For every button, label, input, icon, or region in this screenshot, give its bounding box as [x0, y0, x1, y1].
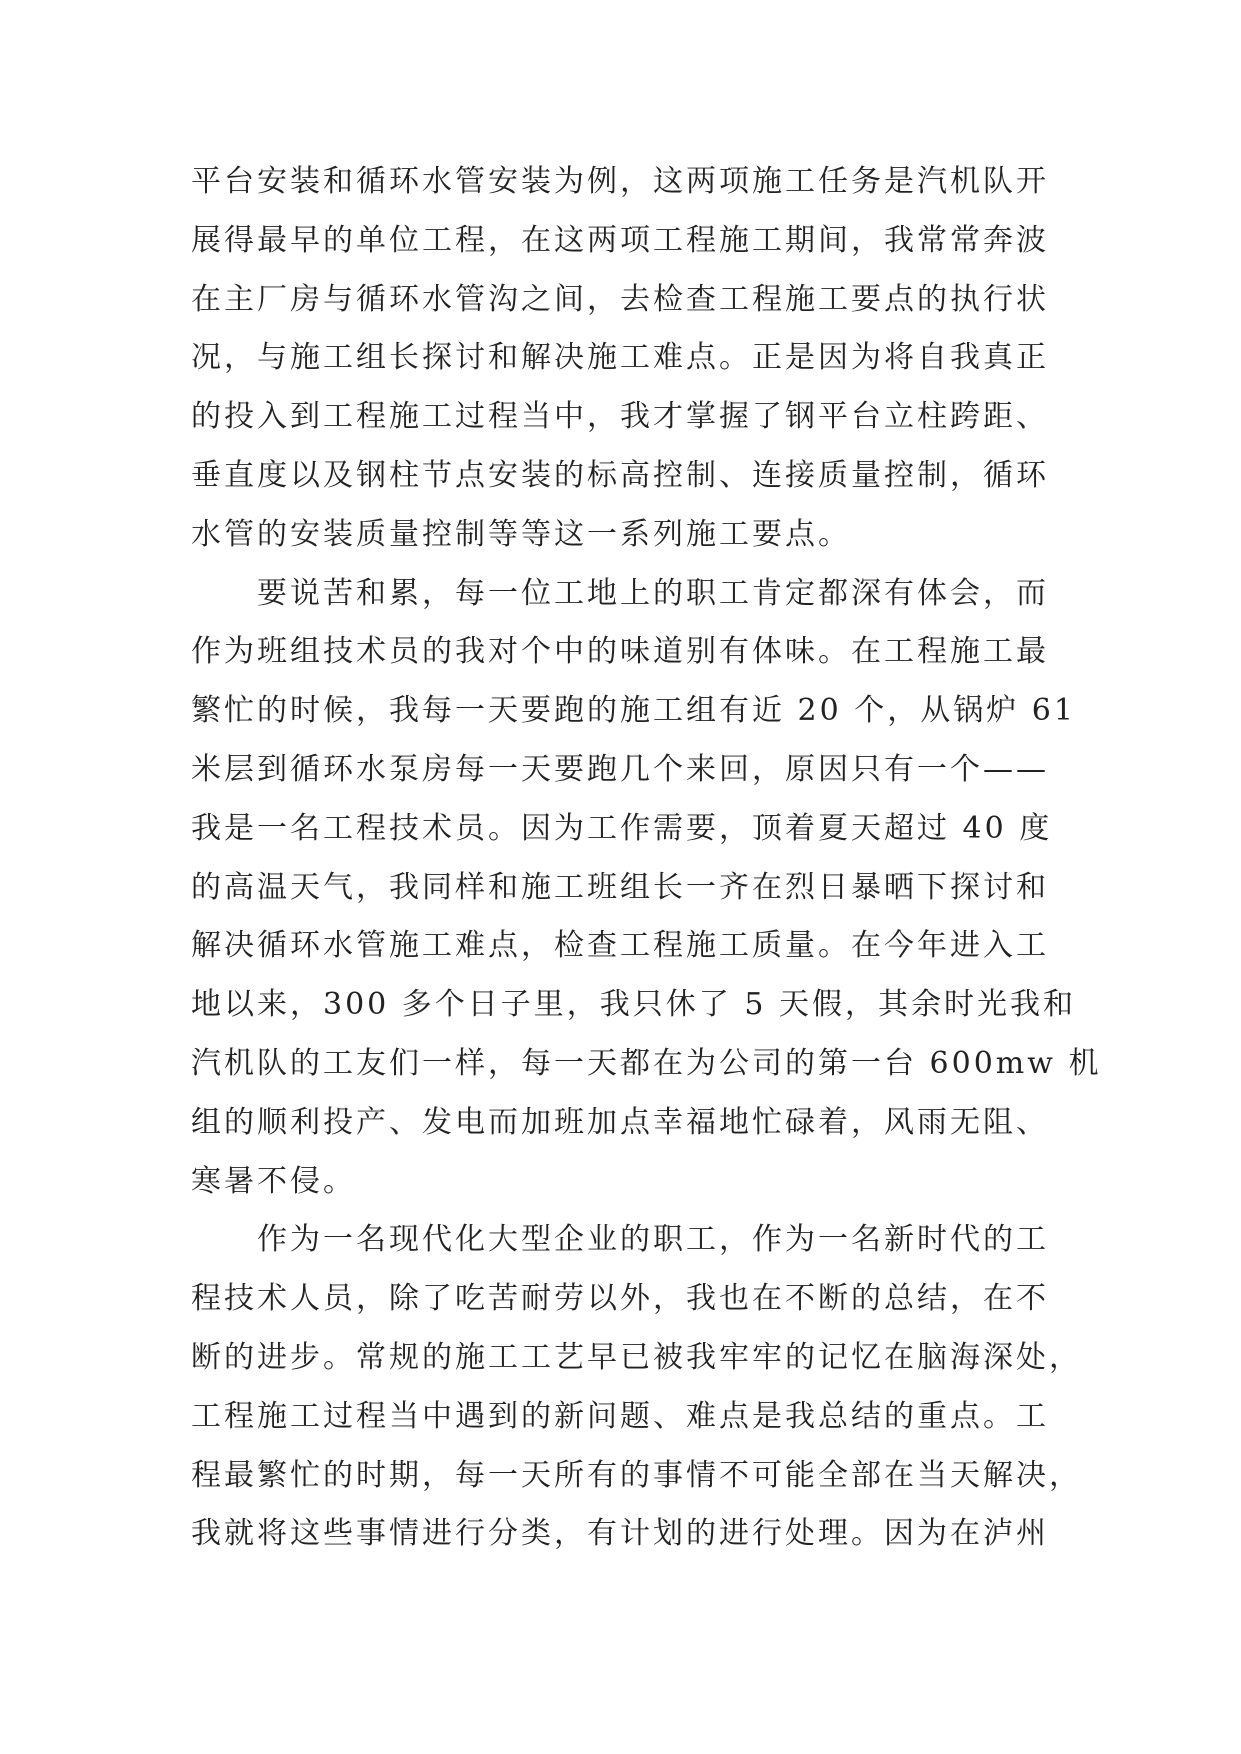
text-line: 水管的安装质量控制等等这一系列施工要点。	[191, 516, 851, 552]
text-line: 断的进步。常规的施工工艺早已被我牢牢的记忆在脑海深处，	[191, 1339, 1082, 1375]
text-line: 繁忙的时候，我每一天要跑的施工组有近 20 个，从锅炉 61	[191, 693, 1076, 729]
text-line: 要说苦和累，每一位工地上的职工肯定都深有体会，而	[257, 575, 1049, 611]
text-line: 汽机队的工友们一样，每一天都在为公司的第一台 600mw 机	[191, 1045, 1102, 1081]
text-line: 的高温天气，我同样和施工班组长一齐在烈日暴晒下探讨和	[191, 869, 1049, 905]
text-line: 垂直度以及钢柱节点安装的标高控制、连接质量控制，循环	[191, 457, 1049, 493]
text-line: 地以来，300 多个日子里，我只休了 5 天假，其余时光我和	[191, 987, 1076, 1023]
text-line: 况，与施工组长探讨和解决施工难点。正是因为将自我真正	[191, 340, 1049, 376]
text-line: 作为班组技术员的我对个中的味道别有体味。在工程施工最	[191, 634, 1049, 670]
text-line: 米层到循环水泵房每一天要跑几个来回，原因只有一个——	[191, 751, 1049, 787]
text-line: 组的顺利投产、发电而加班加点幸福地忙碌着，风雨无阻、	[191, 1104, 1049, 1140]
body-text	[191, 153, 1102, 1564]
text-line: 程技术人员，除了吃苦耐劳以外，我也在不断的总结，在不	[191, 1281, 1049, 1317]
text-line: 在主厂房与循环水管沟之间，去检查工程施工要点的执行状	[191, 281, 1049, 317]
text-line: 的投入到工程施工过程当中，我才掌握了钢平台立柱跨距、	[191, 399, 1049, 435]
text-line: 寒暑不侵。	[191, 1163, 356, 1199]
paragraph-3	[191, 1211, 1082, 1564]
paragraph-1	[191, 153, 1071, 565]
paragraph-2	[191, 565, 1102, 1212]
text-line: 作为一名现代化大型企业的职工，作为一名新时代的工	[257, 1222, 1049, 1258]
text-line: 解决循环水管施工难点，检查工程施工质量。在今年进入工	[191, 928, 1049, 964]
text-line: 展得最早的单位工程，在这两项工程施工期间，我常常奔波	[191, 222, 1049, 258]
text-line: 程最繁忙的时期，每一天所有的事情不可能全部在当天解决，	[191, 1457, 1082, 1493]
text-line: 平台安装和循环水管安装为例，这两项施工任务是汽机队开	[191, 164, 1049, 199]
text-line: 我就将这些事情进行分类，有计划的进行处理。因为在泸州	[191, 1516, 1049, 1552]
text-line: 工程施工过程当中遇到的新问题、难点是我总结的重点。工	[191, 1398, 1049, 1434]
text-line: 我是一名工程技术员。因为工作需要，顶着夏天超过 40 度	[191, 810, 1053, 846]
